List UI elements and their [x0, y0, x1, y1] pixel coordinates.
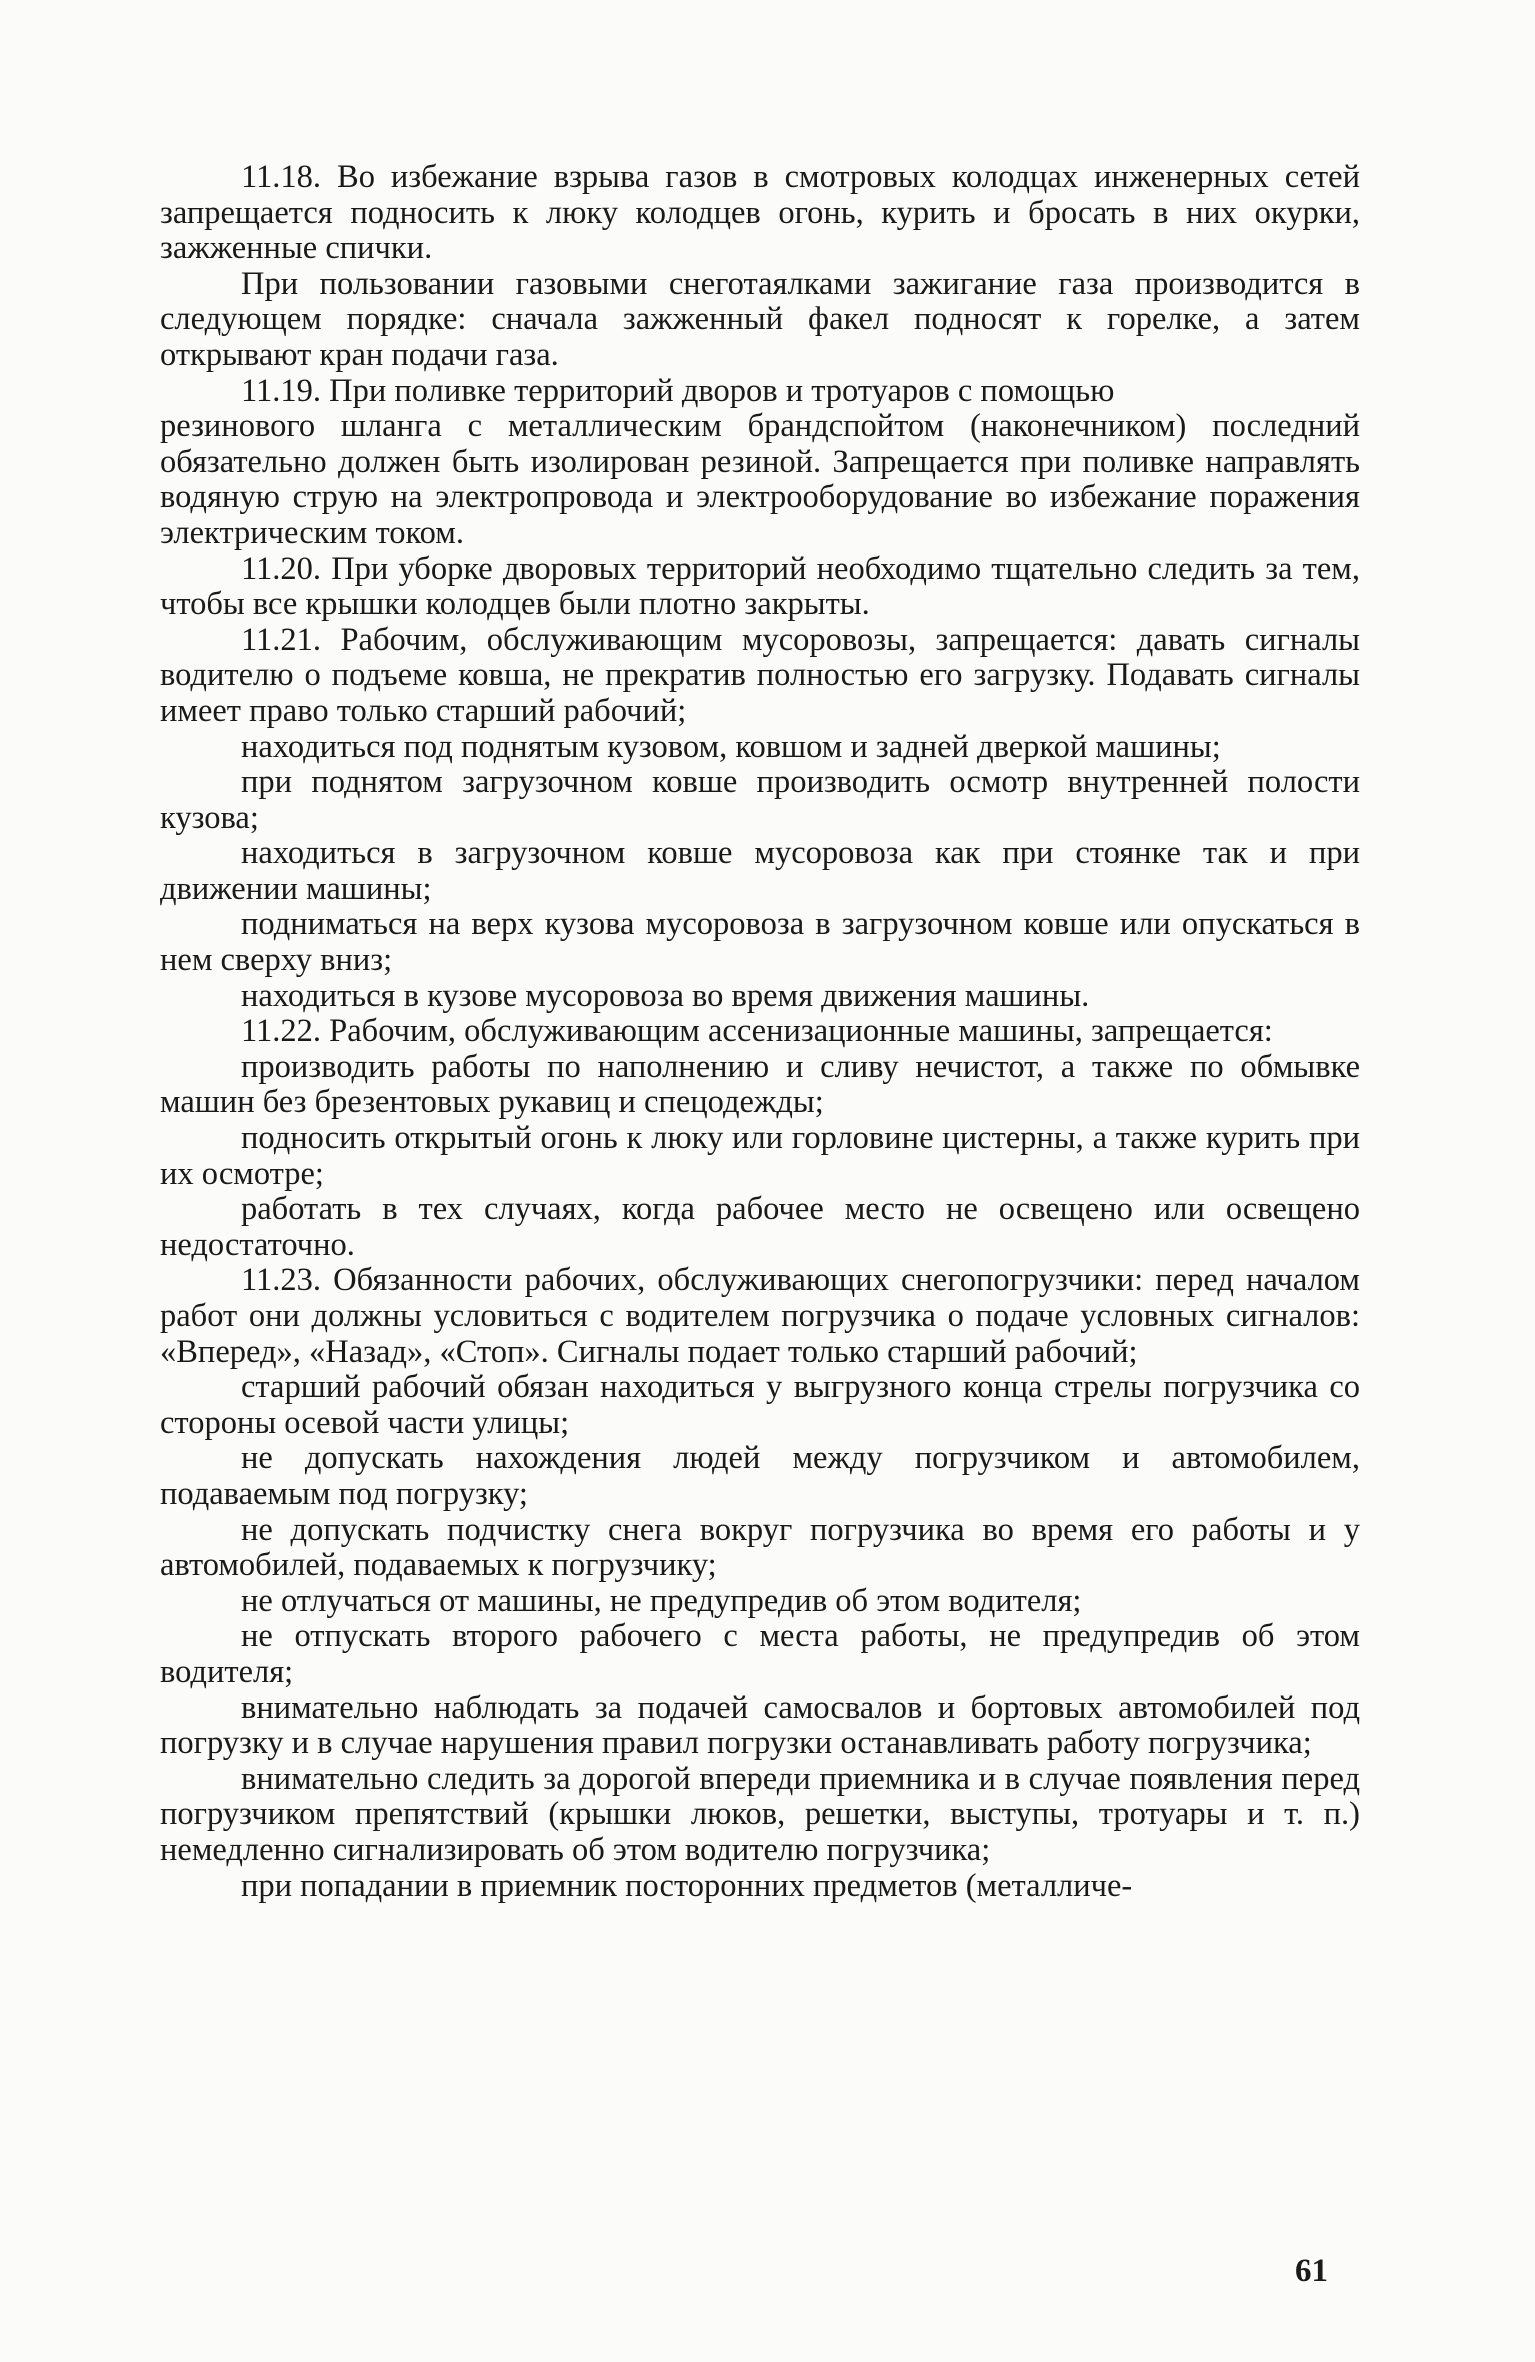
list-item-11-21-a: находиться под поднятым кузовом, ковшом и задней дверкой машины;: [241, 728, 1221, 765]
paragraph-11-22: 11.22. Рабочим, обслуживающим ассенизационные машины, запрещается:: [241, 1013, 1273, 1050]
list-item-11-23-c: не допускать подчистку снега вокруг погрузчика во время его работы и у автомобилей, подаваемых к погрузчику;: [160, 1511, 1360, 1584]
paragraph-11-20: 11.20. При уборке дворовых территорий необходимо тщательно следить за тем, чтобы все крышки колодцев были плотно закрыты.: [160, 550, 1360, 623]
list-item-11-23-d: не отлучаться от машины, не предупредив об этом водителя;: [241, 1582, 1082, 1619]
paragraph-gas-snow-melters: При пользовании газовыми снеготаялками зажигание газа производится в следующем порядке: сначала зажженный факел подносят к горелке, а затем открывают кран подачи газа.: [160, 265, 1360, 373]
list-item-11-22-b: подносить открытый огонь к люку или горловине цистерны, а также курить при их осмотре;: [160, 1120, 1360, 1192]
list-item-11-23-g: внимательно следить за дорогой впереди приемника и в случае появления перед погрузчиком препятствий (крышки люков, решетки, выступы, тротуары и т. п.) немедленно сигнализировать об этом водителю погрузчика;: [160, 1760, 1360, 1868]
list-item-11-23-e: не отпускать второго рабочего с места работы, не предупредив об этом водителя;: [160, 1618, 1360, 1690]
list-item-11-21-c: находиться в загрузочном ковше мусоровоза как при стоянке так и при движении машины;: [160, 835, 1360, 907]
document-page: [160, 160, 1360, 2320]
paragraph-11-18: 11.18. Во избежание взрыва газов в смотровых колодцах инженерных сетей запрещается подносить к люку колодцев огонь, курить и бросать в них окурки, зажженные спички.: [160, 159, 1360, 267]
paragraph-11-21: 11.21. Рабочим, обслуживающим мусоровозы, запрещается: давать сигналы водителю о подъеме ковша, не прекратив полностью его загрузку. Подавать сигналы имеет право только старший рабочий;: [160, 621, 1360, 729]
paragraph-11-19-continued: резинового шланга с металлическим брандспойтом (наконечником) последний обязательно должен быть изолирован резиной. Запрещается при поливке направлять водяную струю на электропровода и электрооборудование во избежание поражения электрическим током.: [160, 408, 1360, 551]
list-item-11-22-c: работать в тех случаях, когда рабочее место не освещено или освещено недостаточно.: [160, 1191, 1360, 1263]
list-item-11-23-a: старший рабочий обязан находиться у выгрузного конца стрелы погрузчика со стороны осевой части улицы;: [160, 1369, 1360, 1441]
list-item-11-21-d: подниматься на верх кузова мусоровоза в загрузочном ковше или опускаться в нем сверху вниз;: [160, 906, 1360, 979]
paragraph-11-19: 11.19. При поливке территорий дворов и тротуаров с помощью: [241, 372, 1115, 409]
list-item-11-22-a: производить работы по наполнению и сливу нечистот, а также по обмывке машин без брезентовых рукавиц и спецодежды;: [160, 1048, 1360, 1121]
paragraph-11-23: 11.23. Обязанности рабочих, обслуживающих снегопогрузчики: перед началом работ они должны условиться с водителем погрузчика о подаче условных сигналов: «Вперед», «Назад», «Стоп». Сигналы подает только старший рабочий;: [160, 1262, 1360, 1370]
list-item-11-21-b: при поднятом загрузочном ковше производить осмотр внутренней полости кузова;: [160, 764, 1360, 836]
list-item-11-21-e: находиться в кузове мусоровоза во время движения машины.: [241, 977, 1090, 1014]
page-number: 61: [1295, 2253, 1328, 2289]
list-item-11-23-f: внимательно наблюдать за подачей самосвалов и бортовых автомобилей под погрузку и в случае нарушения правил погрузки останавливать работу погрузчика;: [160, 1689, 1360, 1762]
list-item-11-23-b: не допускать нахождения людей между погрузчиком и автомобилем, подаваемым под погрузку;: [160, 1440, 1360, 1512]
list-item-11-23-h: при попадании в приемник посторонних предметов (металличе-: [241, 1867, 1133, 1904]
